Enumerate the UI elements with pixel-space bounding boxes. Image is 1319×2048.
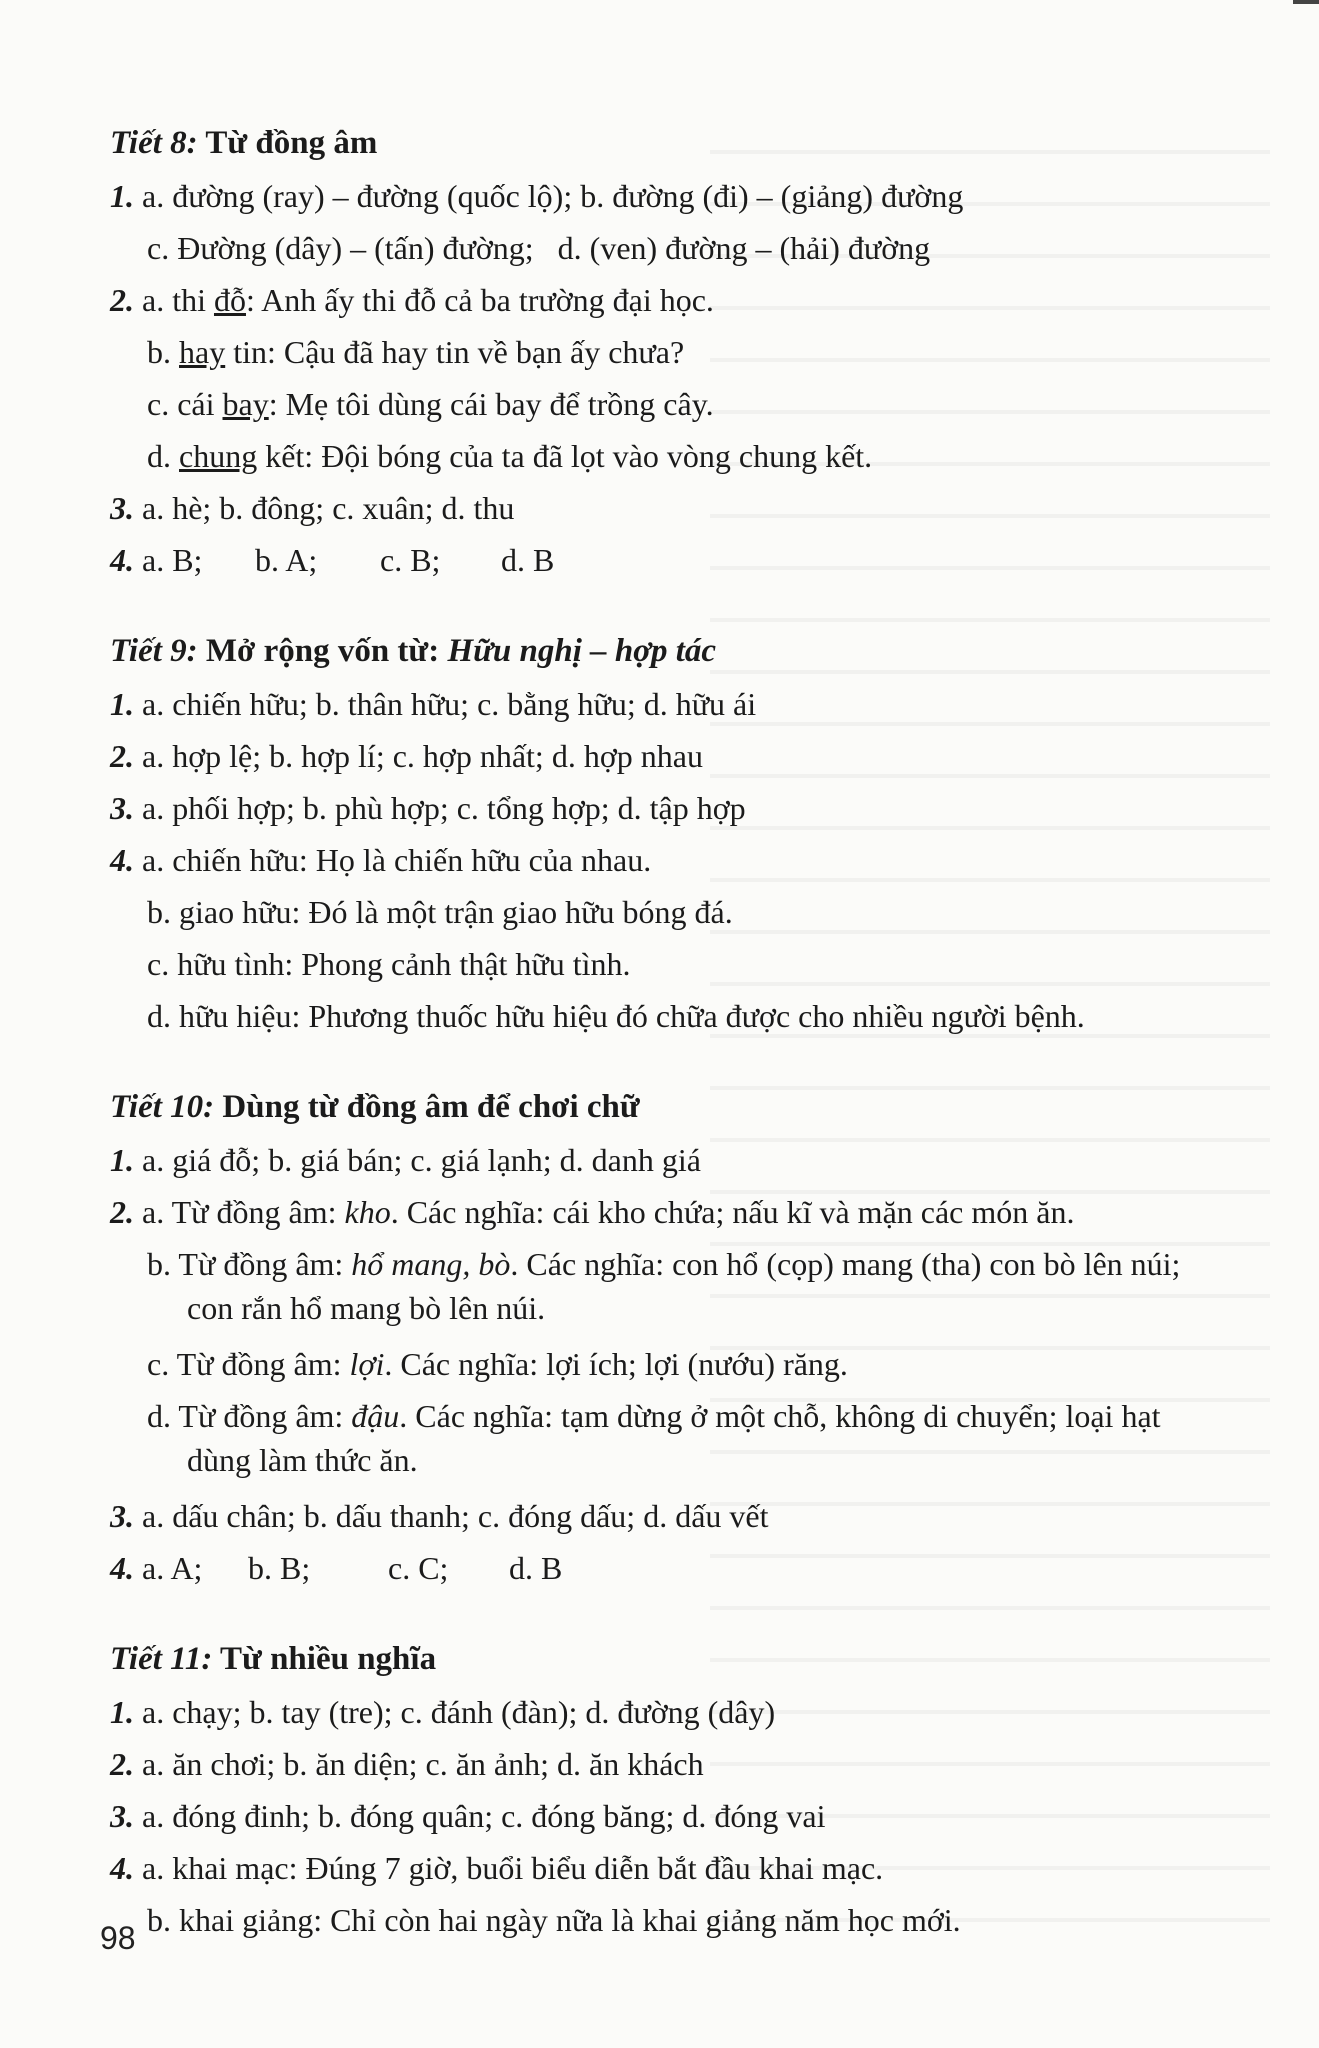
italic-word: đậu: [351, 1398, 400, 1434]
text-continuation: con rắn hổ mang bò lên núi.: [187, 1290, 546, 1326]
text-part: . Các nghĩa: tạm dừng ở một chỗ, không di chuyển; loại hạt: [399, 1398, 1161, 1434]
underlined-word: hay: [179, 334, 226, 370]
answer-line: [110, 1242, 1260, 1330]
text-part: d. Từ đồng âm:: [147, 1398, 352, 1434]
question-number: 2.: [110, 738, 134, 774]
section-tiet-10: [110, 1082, 1260, 1594]
question-3: [110, 482, 1260, 534]
question-number: 1.: [110, 178, 134, 214]
text-part: a. Từ đồng âm:: [142, 1194, 345, 1230]
question-number: 3.: [110, 1798, 134, 1834]
heading-title: Mở rộng vốn từ:: [205, 633, 448, 669]
section-heading: [110, 1634, 1260, 1684]
answer-line: [110, 1338, 1260, 1390]
text-part: : Mẹ tôi dùng cái bay để trồng cây.: [268, 386, 714, 422]
choice: a. B;: [142, 542, 203, 578]
heading-label: Tiết 8:: [110, 125, 198, 161]
choice: d. B: [509, 1550, 563, 1586]
question-number: 2.: [110, 1194, 134, 1230]
text-part: b.: [147, 334, 179, 370]
answer-line: [110, 326, 1260, 378]
text-part: b. Từ đồng âm:: [147, 1246, 352, 1282]
question-number: 2.: [110, 1746, 134, 1782]
italic-word: hổ mang, bò: [351, 1246, 511, 1282]
section-tiet-9: [110, 626, 1260, 1042]
heading-title: Từ đồng âm: [205, 125, 378, 161]
text-part: . Các nghĩa: cái kho chứa; nấu kĩ và mặn các món ăn.: [390, 1194, 1075, 1230]
text-part: a. thi: [142, 282, 214, 318]
section-tiet-8: [110, 118, 1260, 586]
answer-line: a. đường (ray) – đường (quốc lộ); b. đường (đi) – (giảng) đường: [142, 178, 964, 214]
answer-line: [142, 1542, 1260, 1594]
question-3: [110, 1790, 1260, 1842]
question-2: [110, 730, 1260, 782]
heading-label: Tiết 9:: [110, 633, 198, 669]
choice: d. B: [501, 542, 555, 578]
question-number: 3.: [110, 790, 134, 826]
page-corner-mark: [1293, 0, 1319, 18]
section-tiet-11: [110, 1634, 1260, 1946]
heading-title: Từ nhiều nghĩa: [220, 1641, 437, 1677]
heading-subtitle: Hữu nghị – hợp tác: [447, 633, 717, 669]
answer-line: c. hữu tình: Phong cảnh thật hữu tình.: [147, 946, 631, 982]
text-part: . Các nghĩa: lợi ích; lợi (nướu) răng.: [384, 1346, 848, 1382]
answer-line: a. dấu chân; b. dấu thanh; c. đóng dấu; d. dấu vết: [142, 1498, 769, 1534]
answer-content: [110, 118, 1260, 1986]
text-part: tin: Cậu đã hay tin về bạn ấy chưa?: [225, 334, 685, 370]
answer-line: [142, 534, 1260, 586]
answer-line: a. chiến hữu: Họ là chiến hữu của nhau.: [142, 842, 652, 878]
answer-line: [110, 1394, 1260, 1482]
question-1: [110, 1134, 1260, 1186]
underlined-word: đỗ: [213, 282, 246, 318]
question-2: [110, 1738, 1260, 1790]
page-number: 98: [100, 1920, 136, 1956]
answer-line: a. chạy; b. tay (tre); c. đánh (đàn); d. đường (dây): [142, 1694, 776, 1730]
question-1: [110, 170, 1260, 222]
question-4: [110, 534, 1260, 586]
italic-word: kho: [344, 1194, 391, 1230]
question-number: 2.: [110, 282, 134, 318]
choice: b. B;: [248, 1550, 311, 1586]
answer-line: a. giá đỗ; b. giá bán; c. giá lạnh; d. danh giá: [142, 1142, 701, 1178]
answer-line: d. hữu hiệu: Phương thuốc hữu hiệu đó chữa được cho nhiều người bệnh.: [147, 998, 1085, 1034]
question-number: 3.: [110, 490, 134, 526]
question-number: 1.: [110, 686, 134, 722]
section-heading: [110, 626, 1260, 676]
question-4: [110, 1542, 1260, 1594]
answer-line: a. đóng đinh; b. đóng quân; c. đóng băng; d. đóng vai: [142, 1798, 826, 1834]
answer-line: a. phối hợp; b. phù hợp; c. tổng hợp; d. tập hợp: [142, 790, 746, 826]
text-part: : Anh ấy thi đỗ cả ba trường đại học.: [245, 282, 714, 318]
answer-line: c. Đường (dây) – (tấn) đường; d. (ven) đường – (hải) đường: [147, 230, 931, 266]
question-1: [110, 678, 1260, 730]
question-3: [110, 782, 1260, 834]
choice: c. C;: [388, 1550, 449, 1586]
text-part: c. cái: [147, 386, 223, 422]
question-4: [110, 834, 1260, 886]
text-part: c. Từ đồng âm:: [147, 1346, 350, 1382]
text-continuation: dùng làm thức ăn.: [187, 1442, 418, 1478]
question-4: [110, 1842, 1260, 1894]
question-2: [110, 274, 1260, 326]
underlined-word: chung: [179, 438, 258, 474]
italic-word: lợi: [349, 1346, 385, 1382]
text-part: . Các nghĩa: con hổ (cọp) mang (tha) con bò lên núi;: [510, 1246, 1181, 1282]
section-heading: [110, 118, 1260, 168]
question-number: 4.: [110, 842, 134, 878]
question-2: [110, 1186, 1260, 1238]
answer-line: a. ăn chơi; b. ăn diện; c. ăn ảnh; d. ăn khách: [142, 1746, 704, 1782]
heading-title: Dùng từ đồng âm để chơi chữ: [222, 1089, 640, 1125]
question-number: 4.: [110, 542, 134, 578]
choice: a. A;: [142, 1550, 203, 1586]
text-part: d.: [147, 438, 179, 474]
underlined-word: bay: [222, 386, 269, 422]
text-part: kết: Đội bóng của ta đã lọt vào vòng chung kết.: [257, 438, 873, 474]
question-1: [110, 1686, 1260, 1738]
question-number: 1.: [110, 1694, 134, 1730]
answer-line: [142, 1186, 1260, 1238]
section-heading: [110, 1082, 1260, 1132]
choice: b. A;: [255, 542, 318, 578]
answer-line: [110, 378, 1260, 430]
answer-line: [142, 274, 1260, 326]
answer-line: a. khai mạc: Đúng 7 giờ, buổi biểu diễn bắt đầu khai mạc.: [142, 1850, 884, 1886]
question-number: 4.: [110, 1550, 134, 1586]
question-3: [110, 1490, 1260, 1542]
question-number: 3.: [110, 1498, 134, 1534]
answer-line: a. hè; b. đông; c. xuân; d. thu: [142, 490, 515, 526]
answer-line: a. chiến hữu; b. thân hữu; c. bằng hữu; d. hữu ái: [142, 686, 757, 722]
choice: c. B;: [380, 542, 441, 578]
heading-label: Tiết 10:: [110, 1089, 215, 1125]
answer-line: b. giao hữu: Đó là một trận giao hữu bóng đá.: [147, 894, 733, 930]
question-number: 1.: [110, 1142, 134, 1178]
answer-line: [110, 430, 1260, 482]
question-number: 4.: [110, 1850, 134, 1886]
answer-line: a. hợp lệ; b. hợp lí; c. hợp nhất; d. hợp nhau: [142, 738, 703, 774]
heading-label: Tiết 11:: [110, 1641, 213, 1677]
answer-line: b. khai giảng: Chỉ còn hai ngày nữa là khai giảng năm học mới.: [147, 1902, 961, 1938]
